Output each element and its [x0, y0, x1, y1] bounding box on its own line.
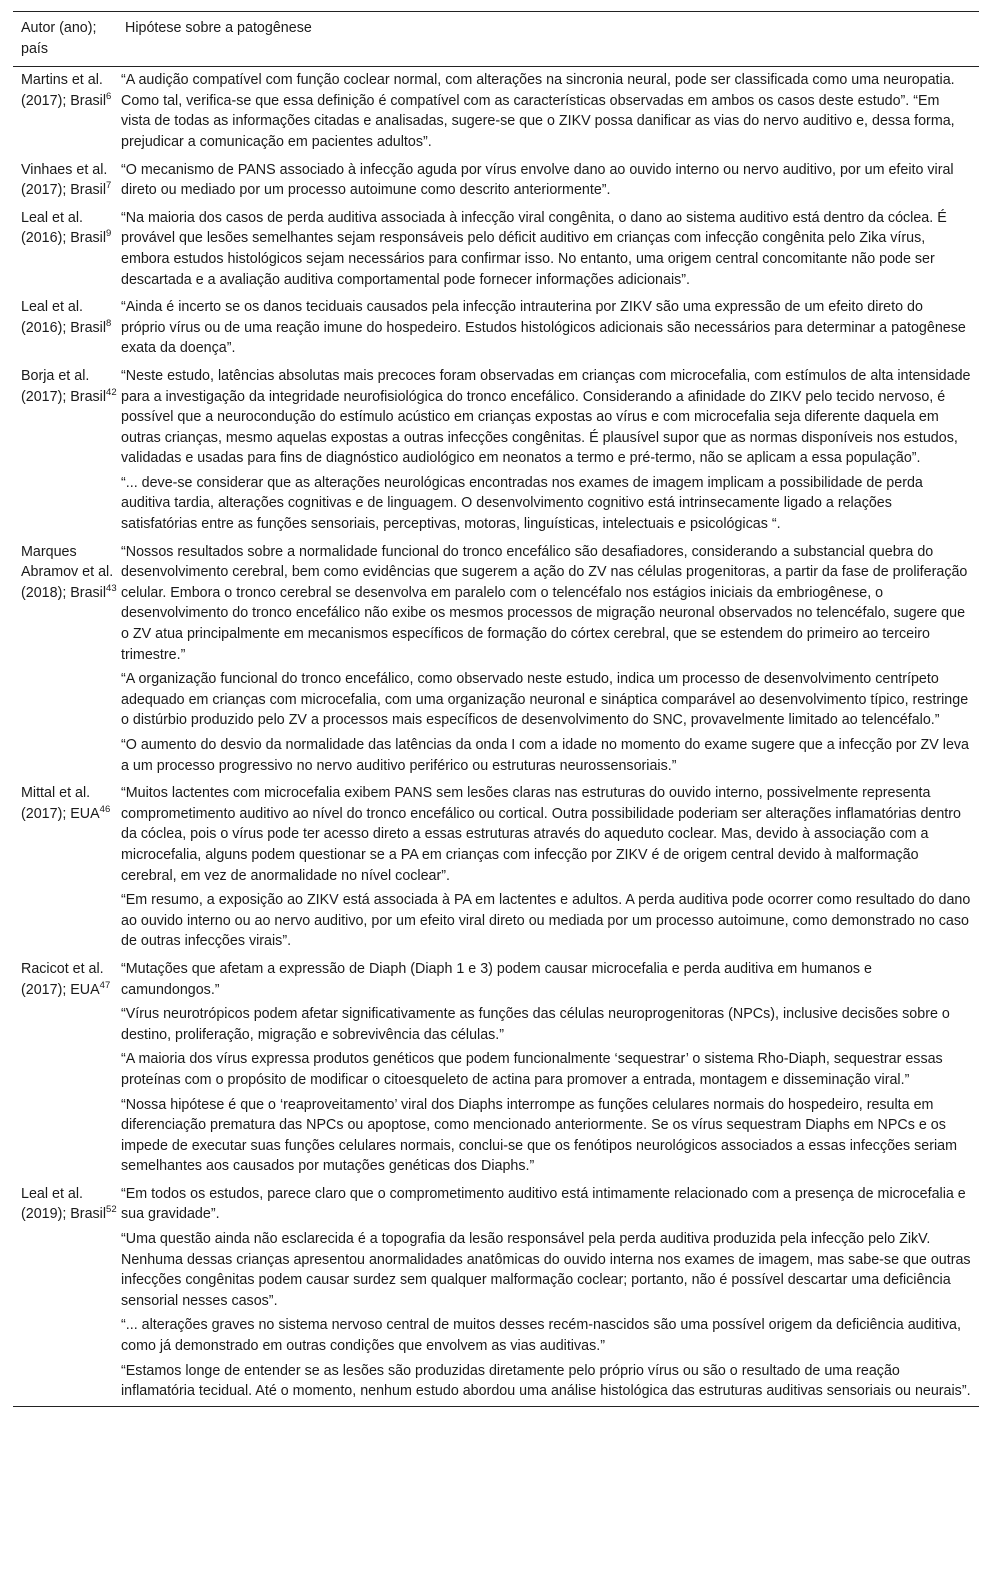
hypothesis-quote: “Estamos longe de entender se as lesões são produzidas diretamente pelo próprio vírus ou são o resultado de uma reação inflamatória tecidual. Até o momento, nenhum estudo abordou uma análise histológica das estruturas auditivas sensoriais ou neurais”. — [121, 1362, 971, 1400]
table-row — [13, 205, 979, 294]
author-text: Martins et al. (2017); Brasil — [21, 72, 107, 109]
hypothesis-cell — [117, 780, 979, 956]
reference-number: 6 — [106, 90, 112, 102]
author-cell — [13, 1181, 117, 1406]
hypothesis-quote: “Mutações que afetam a expressão de Diaph (Diaph 1 e 3) podem causar microcefalia e perda auditiva em humanos e camundongos.” — [121, 960, 872, 998]
table-row — [13, 956, 979, 1181]
author-text: Leal et al. (2019); Brasil — [21, 1185, 107, 1223]
hypothesis-cell — [117, 1181, 979, 1406]
author-cell — [13, 67, 117, 157]
hypothesis-quote: “Em resumo, a exposição ao ZIKV está associada à PA em lactentes e adultos. A perda auditiva pode ocorrer como resultado do dano ao ouvido interno ou ao nervo auditivo, por um efeito viral direto ou mediada por um processo autoimune, como demonstrado no caso de outras infecções virais”. — [121, 892, 971, 950]
hypothesis-cell — [117, 205, 979, 294]
header-author-country: Autor (ano); país — [21, 20, 97, 57]
hypothesis-quote: “O aumento do desvio da normalidade das latências da onda I com a idade no momento do exame sugere que a infecção por ZV leva a um processo progressivo no nervo auditivo periférico ou estruturas neurossensoriais.” — [121, 737, 970, 774]
hypothesis-quote: “Nossa hipótese é que o ‘reaproveitamento’ viral dos Diaphs interrompe as funções celulares normais do hospedeiro, resulta em diferenciação prematura das NPCs ou apoptose, como mencionado anteriormente. Se os vírus sequestram Diaphs em NPCs e os impede de executar suas funções celulares normais, conclui-se que os fenótipos neurológicos associados a essas infecções seriam semelhantes aos causados por mutações genéticas dos Diaphs.” — [121, 1096, 958, 1175]
hypothesis-quote: “Neste estudo, latências absolutas mais precoces foram observadas em crianças com microcefalia, com estímulos de alta intensidade para a investigação da integridade neurofisiológica do tronco encefálico. Considerando a afinidade do ZIKV pelo tecido nervoso, é possível que a neurocondução do estímulo acústico em crianças expostas ao vírus e com microcefalia seja diferente daquela em outras crianças, mesmo aquelas expostas a outras infecções congênitas. É plausível supor que as normas disponíveis nos estudos, validadas e usadas para fins de diagnóstico audiológico em neonatos a termo e pré-termo, não se aplicam a essa população”. — [121, 367, 971, 467]
table-row — [13, 363, 979, 539]
hypothesis-quote: “Vírus neurotrópicos podem afetar significativamente as funções das células neuroprogenitoras (NPCs), inclusive decisões sobre o destino, proliferação, migração e sobrevivência das células.” — [121, 1006, 950, 1043]
reference-number: 8 — [106, 317, 112, 329]
hypothesis-cell — [117, 67, 979, 157]
author-text: Borja et al. (2017); Brasil — [21, 367, 107, 405]
table-header-row — [13, 12, 979, 67]
reference-number: 43 — [106, 582, 117, 594]
hypothesis-quote: “O mecanismo de PANS associado à infecção aguda por vírus envolve dano ao ouvido interno ou nervo auditivo, por um efeito viral direto ou mediado por um processo autoimune como descrito anteriormente”. — [121, 161, 954, 199]
table-row — [13, 780, 979, 956]
hypothesis-cell — [117, 956, 979, 1181]
table-row — [13, 294, 979, 363]
hypothesis-cell — [117, 363, 979, 539]
reference-number: 52 — [106, 1204, 117, 1216]
author-cell — [13, 363, 117, 539]
table-row — [13, 1181, 979, 1406]
author-cell — [13, 780, 117, 956]
reference-number: 9 — [106, 228, 112, 240]
author-text: Racicot et al. (2017); EUA — [21, 960, 104, 998]
hypothesis-quote: “Uma questão ainda não esclarecida é a topografia da lesão responsável pela perda auditiva produzida pela infecção pelo ZikV. Nenhuma dessas crianças apresentou anormalidades anatômicas do ouvido interna nos exames de imagem, mas sabe-se que outras infecções congênitas podem causar surdez sem qualquer malformação coclear; portanto, não é possível descartar uma deficiência sensorial nesses casos”. — [121, 1231, 971, 1309]
hypothesis-cell — [117, 294, 979, 363]
hypothesis-quote: “... deve-se considerar que as alterações neurológicas encontradas nos exames de imagem implicam a possibilidade de perda auditiva tardia, alterações cognitivas e de linguagem. O desenvolvimento cognitivo está intrinsecamente ligado a relações satisfatórias entre as funções sensoriais, perceptivas, motoras, linguísticas, intelectuais e psicológicas “. — [121, 474, 923, 533]
hypothesis-quote: “Muitos lactentes com microcefalia exibem PANS sem lesões claras nas estruturas do ouvido interno, possivelmente representa comprometimento auditivo ao nível do tronco encefálico ou cortical. Outra possibilidade poderiam ser alterações inflamatórias dentro da cóclea, pois o vírus pode ter acesso direto a essas estruturas através do aqueduto coclear. Mas, devido à associação com a microcefalia, alguns podem questionar se a PA em crianças com infecção por ZIKV é de origem central devido à malformação cerebral, em vez de anormalidade no nível coclear”. — [121, 785, 961, 884]
hypothesis-cell — [117, 157, 979, 205]
author-text: Mittal et al. (2017); EUA — [21, 785, 100, 822]
table-row — [13, 157, 979, 205]
hypothesis-quote: “Na maioria dos casos de perda auditiva associada à infecção viral congênita, o dano ao sistema auditivo está dentro da cóclea. É provável que lesões semelhantes sejam responsáveis pelo déficit auditivo em crianças com infecção congênita pelo Zika vírus, embora estudos histológicos sejam necessários para confirmar isso. No entanto, uma origem central concomitante não pode ser descartada e a avaliação auditiva comportamental pode fornecer informações adicionais”. — [121, 209, 947, 288]
author-cell — [13, 157, 117, 205]
hypothesis-table — [13, 11, 979, 1407]
hypothesis-cell — [117, 539, 979, 781]
author-cell — [13, 205, 117, 294]
reference-number: 7 — [106, 180, 112, 192]
reference-number: 42 — [106, 386, 117, 398]
hypothesis-quote: “A audição compatível com função coclear normal, com alterações na sincronia neural, pode ser classificada como uma neuropatia. Como tal, verifica-se que essa definição é compatível com as características observadas em ambos os casos deste estudo”. “Em vista de todas as informações citadas e analisadas, sugere-se que o ZIKV possa danificar as vias do nervo auditivo e, dessa forma, prejudicar a comunicação em pacientes adultos”. — [121, 72, 955, 150]
table-row — [13, 539, 979, 781]
table-body — [13, 67, 979, 1407]
reference-number: 47 — [99, 979, 111, 991]
author-text: Marques Abramov et al. (2018); Brasil — [21, 543, 114, 601]
author-text: Vinhaes et al. (2017); Brasil — [21, 161, 108, 199]
hypothesis-quote: “Nossos resultados sobre a normalidade funcional do tronco encefálico são desafiadores, considerando a substancial quebra do desenvolvimento cerebral, bem como evidências que sugerem a ação do ZV nas células progenitoras, a partir da fase de proliferação celular. Embora o tronco cerebral se desenvolva em paralelo com o telencéfalo nos estágios iniciais da embriogênese, o desenvolvimento do tronco encefálico não exibe os mesmos processos de migração neuronal observados no telencéfalo, sugere que o ZV atua principalmente em mecanismos específicos de formação do córtex cerebral, que se estendem do primeiro ao terceiro trimestre.” — [121, 543, 968, 663]
header-hypothesis: Hipótese sobre a patogênese — [125, 20, 312, 36]
hypothesis-quote: “A organização funcional do tronco encefálico, como observado neste estudo, indica um processo de desenvolvimento centrípeto adequado em crianças com microcefalia, com uma organização neuronal e sináptica comparável ao desenvolvimento típico, restringe o distúrbio produzido pelo ZV a processos mais específicos de desenvolvimento do SNC, provavelmente limitado ao telencéfalo.” — [121, 671, 969, 729]
hypothesis-quote: “... alterações graves no sistema nervoso central de muitos desses recém-nascidos são uma possível origem da deficiência auditiva, como já demonstrado em outras condições que envolvem as vias auditivas.” — [121, 1317, 961, 1355]
reference-number: 46 — [99, 803, 111, 815]
hypothesis-quote: “A maioria dos vírus expressa produtos genéticos que podem funcionalmente ‘sequestrar’ o sistema Rho-Diaph, sequestrar essas proteínas com o propósito de modificar o citoesqueleto de actina para promover a entrada, montagem e disseminação viral.” — [121, 1051, 943, 1088]
author-cell — [13, 294, 117, 363]
hypothesis-quote: “Ainda é incerto se os danos teciduais causados pela infecção intrauterina por ZIKV são uma expressão de um efeito direto do próprio vírus ou de uma reação imune do hospedeiro. Estudos histológicos adicionais são necessários para determinar a patogênese exata da doença”. — [121, 299, 966, 357]
author-text: Leal et al. (2016); Brasil — [21, 299, 107, 336]
table-row — [13, 67, 979, 157]
author-text: Leal et al. (2016); Brasil — [21, 209, 107, 247]
author-cell — [13, 956, 117, 1181]
author-cell — [13, 539, 117, 781]
hypothesis-quote: “Em todos os estudos, parece claro que o comprometimento auditivo está intimamente relacionado com a presença de microcefalia e sua gravidade”. — [121, 1185, 966, 1223]
